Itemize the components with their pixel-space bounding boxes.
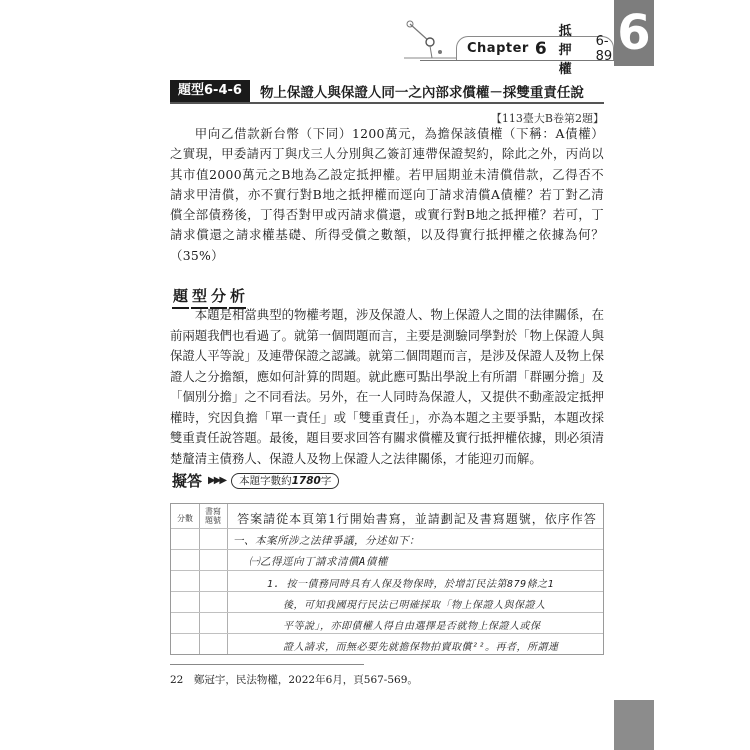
handwritten-line: 一、本案所涉之法律爭議，分述如下： bbox=[233, 535, 420, 547]
question-banner bbox=[170, 80, 604, 104]
triple-arrow-icon: ▶▶▶ bbox=[208, 475, 226, 486]
sheet-instruction: 答案請從本頁第1行開始書寫，並請劃記及書寫題號，依序作答 bbox=[237, 512, 597, 526]
sheet-row-line bbox=[171, 549, 603, 550]
word-count-prefix: 本題字數約 bbox=[239, 474, 292, 487]
decorative-connector-icon bbox=[400, 20, 456, 60]
analysis-paragraph: 本題是相當典型的物權考題，涉及保證人、物上保證人之間的法律關係，在前兩題我們也看過了。就第一個問題而言，主要是測驗同學對於「物上保證人與保證人平等說」及連帶保證之認識。就第二個問題而言，是涉及保證人及物上保證人之分擔額，應如何計算的問題。就此應可點出學說上有所謂「群團分擔」及「個別分擔」之不同看法。另外，在一人同時為保證人，又提供不動產設定抵押權時，究因負擔「單一責任」或「雙重責任」，亦為本題之主要爭點，本題改採雙重責任說答題。最後，題目要求回答有關求償權及實行抵押權依據，則必須清楚釐清主債務人、保證人及物上保證人之法律關係，才能迎刃而解。 bbox=[170, 307, 604, 466]
handwritten-line: ㈠乙得逕向丁請求清償A債權 bbox=[249, 556, 388, 568]
page-number: 6-89 bbox=[595, 33, 613, 64]
analysis-heading-char: 題 bbox=[172, 285, 189, 309]
analysis-heading-char: 型 bbox=[191, 285, 208, 309]
chapter-header bbox=[456, 24, 614, 77]
footnote-rule bbox=[170, 664, 364, 665]
chapter-label: Chapter bbox=[467, 41, 529, 56]
footnote: 22 鄭冠宇，民法物權，2022年6月，頁567-569。 bbox=[170, 674, 418, 686]
chapter-number: 6 bbox=[534, 38, 547, 59]
answer-label: 擬答 bbox=[172, 472, 203, 490]
sheet-column-divider bbox=[227, 504, 228, 654]
word-count-badge bbox=[231, 473, 339, 489]
answer-sheet bbox=[170, 503, 604, 655]
score-column-header: 分數 bbox=[177, 514, 193, 523]
analysis-text bbox=[170, 305, 604, 469]
handwritten-line: 平等說」，亦即債權人得自由選擇是否就物上保證人或保 bbox=[283, 621, 541, 632]
sheet-row-line bbox=[171, 570, 603, 571]
question-paragraph: 甲向乙借款新台幣（下同）1200萬元，為擔保該債權（下稱：A債權）之實現，甲委請丙丁與戊三人分別與乙簽訂連帶保證契約，除此之外，丙尚以其市值2000萬元之B地為乙設定抵押權。若甲屆期並未清償借款，乙得否不請求甲清償，亦不實行對B地之抵押權而逕向丁請求清償A債權？若丁對乙清償全部債務後，丁得否對甲或丙請求償還，或實行對B地之抵押權？若可，丁請求償還之請求權基礎、所得受償之數額，以及得實行抵押權之依據為何？（35%） bbox=[170, 126, 604, 263]
header-rule bbox=[420, 60, 620, 61]
handwritten-line: 證人請求，而無必要先就擔保物拍賣取償²²。再者，所謂連 bbox=[283, 642, 559, 653]
chapter-title: 抵押權 bbox=[558, 24, 572, 77]
sheet-row-line bbox=[171, 591, 603, 592]
question-tag: 題型6-4-6 bbox=[170, 80, 250, 102]
handwritten-line: 1. 按一債務同時具有人保及物保時，於增訂民法第879條之1 bbox=[267, 579, 555, 590]
question-number-column-header: 書寫題號 bbox=[205, 507, 221, 525]
word-count-suffix: 字 bbox=[320, 474, 332, 487]
sheet-column-divider bbox=[199, 504, 200, 654]
question-title: 物上保證人與保證人同一之內部求償權－採雙重責任說 bbox=[259, 85, 584, 101]
answer-heading bbox=[172, 470, 339, 491]
question-text bbox=[170, 124, 604, 266]
sheet-row-line bbox=[171, 612, 603, 613]
analysis-heading-char: 析 bbox=[229, 285, 246, 309]
side-tab-bottom bbox=[614, 700, 654, 750]
handwritten-line: 後，可知我國現行民法已明確採取「物上保證人與保證人 bbox=[283, 600, 546, 611]
word-count-value: 1780 bbox=[291, 474, 321, 487]
analysis-heading-char: 分 bbox=[210, 285, 227, 309]
sheet-row-line bbox=[171, 528, 603, 529]
chapter-side-tab: 6 bbox=[614, 0, 654, 66]
sheet-row-line bbox=[171, 633, 603, 634]
question-source: 【113臺大B卷第2題】 bbox=[490, 112, 604, 125]
